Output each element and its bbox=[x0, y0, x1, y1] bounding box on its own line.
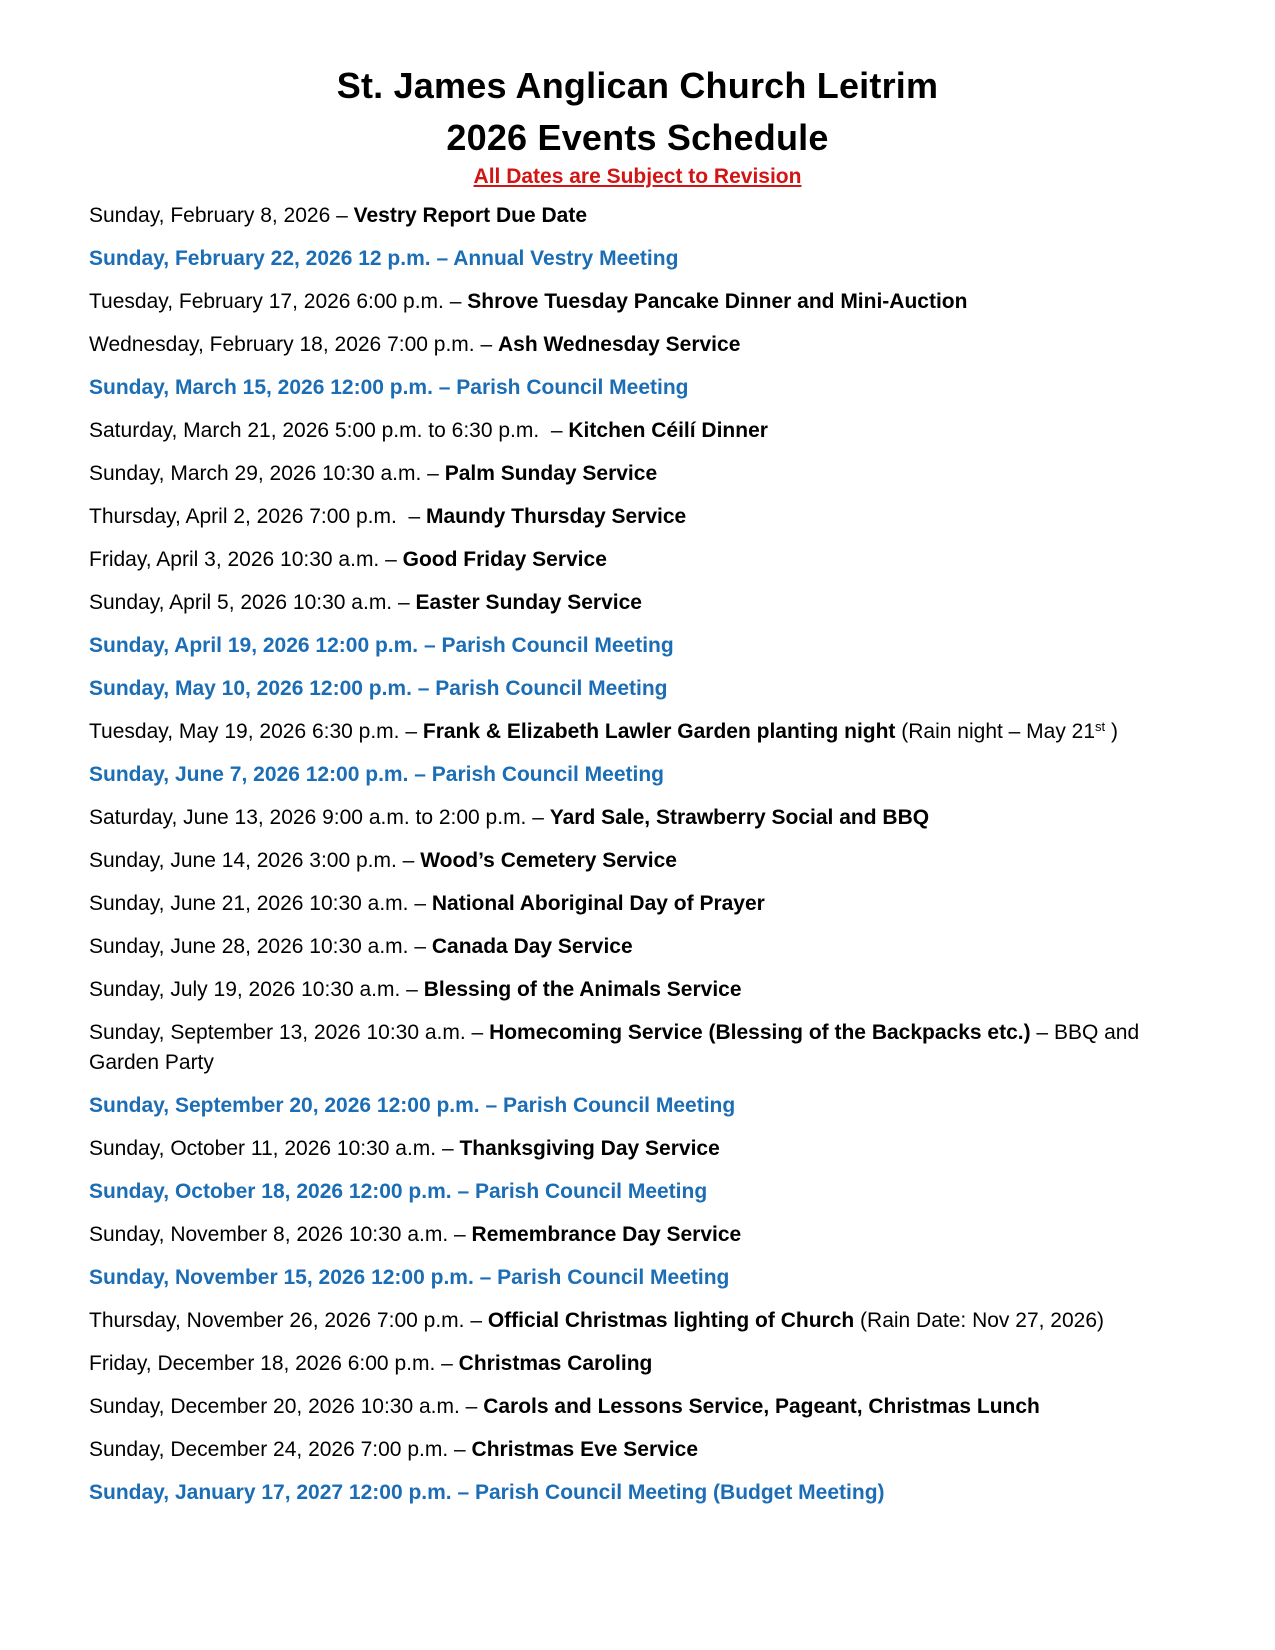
event-title: Ash Wednesday Service bbox=[497, 333, 741, 356]
event-separator: – bbox=[526, 806, 550, 829]
event-note: (Rain night – May 21 bbox=[895, 720, 1096, 743]
event-date: Sunday, July 19, 2026 10:30 a.m. bbox=[89, 978, 401, 1001]
event-item bbox=[89, 502, 1199, 532]
event-item bbox=[89, 717, 1199, 747]
event-title: Homecoming Service (Blessing of the Backpacks etc.) bbox=[489, 1021, 1031, 1044]
event-title: Parish Council Meeting bbox=[474, 1180, 708, 1203]
event-separator: – bbox=[474, 333, 498, 356]
event-separator: – bbox=[451, 1481, 475, 1504]
event-separator: – bbox=[443, 290, 468, 313]
event-separator: – bbox=[451, 1180, 475, 1203]
event-date: Thursday, April 2, 2026 7:00 p.m. bbox=[89, 505, 397, 528]
event-separator: – bbox=[539, 419, 569, 442]
event-date: Sunday, September 13, 2026 10:30 a.m. bbox=[89, 1021, 466, 1044]
event-separator: – bbox=[448, 1223, 472, 1246]
event-item bbox=[89, 201, 1199, 231]
event-date: Sunday, October 11, 2026 10:30 a.m. bbox=[89, 1137, 437, 1160]
event-separator: – bbox=[399, 720, 423, 743]
event-title: Official Christmas lighting of Church bbox=[487, 1309, 855, 1332]
event-title: Annual Vestry Meeting bbox=[453, 247, 679, 270]
event-item bbox=[89, 1134, 1199, 1164]
event-date: Sunday, June 28, 2026 10:30 a.m. bbox=[89, 935, 409, 958]
event-item-meeting bbox=[89, 373, 1199, 403]
church-name-title: St. James Anglican Church Leitrim bbox=[336, 65, 939, 106]
event-title: Shrove Tuesday Pancake Dinner and Mini-Auction bbox=[467, 290, 968, 313]
event-item bbox=[89, 588, 1199, 618]
event-date: Sunday, October 18, 2026 12:00 p.m. bbox=[89, 1180, 452, 1203]
event-item-meeting bbox=[89, 1091, 1199, 1121]
event-date: Sunday, June 7, 2026 12:00 p.m. bbox=[89, 763, 409, 786]
event-date: Sunday, September 20, 2026 12:00 p.m. bbox=[89, 1094, 480, 1117]
event-separator: – bbox=[330, 204, 354, 227]
event-title: Kitchen Céilí Dinner bbox=[568, 419, 768, 442]
event-separator: – bbox=[448, 1438, 472, 1461]
events-list bbox=[89, 201, 1199, 1521]
event-date: Sunday, May 10, 2026 12:00 p.m. bbox=[89, 677, 412, 700]
event-note: – BBQ and Garden Party bbox=[89, 1021, 1140, 1074]
event-date: Sunday, April 19, 2026 12:00 p.m. bbox=[89, 634, 419, 657]
event-date: Sunday, December 24, 2026 7:00 p.m. bbox=[89, 1438, 449, 1461]
revision-notice: All Dates are Subject to Revision bbox=[473, 165, 802, 188]
event-title: Wood’s Cemetery Service bbox=[420, 849, 677, 872]
event-title: Parish Council Meeting bbox=[431, 763, 664, 786]
event-separator: – bbox=[400, 978, 424, 1001]
event-item bbox=[89, 545, 1199, 575]
event-date: Sunday, February 8, 2026 bbox=[89, 204, 331, 227]
event-separator: – bbox=[379, 548, 403, 571]
event-date: Thursday, November 26, 2026 7:00 p.m. bbox=[89, 1309, 465, 1332]
event-item bbox=[89, 1306, 1199, 1336]
event-separator: – bbox=[432, 376, 457, 399]
event-item bbox=[89, 803, 1199, 833]
title-block bbox=[0, 60, 1275, 192]
event-separator: – bbox=[396, 505, 426, 528]
event-separator: – bbox=[408, 763, 432, 786]
event-note-end: ) bbox=[1105, 720, 1118, 743]
event-date: Sunday, November 8, 2026 10:30 a.m. bbox=[89, 1223, 449, 1246]
event-item bbox=[89, 1392, 1199, 1422]
event-separator: – bbox=[396, 849, 421, 872]
event-item bbox=[89, 287, 1199, 317]
event-date: Sunday, April 5, 2026 10:30 a.m. bbox=[89, 591, 393, 614]
event-title: Christmas Eve Service bbox=[471, 1438, 698, 1461]
event-note: (Rain Date: Nov 27, 2026) bbox=[854, 1309, 1104, 1332]
event-item bbox=[89, 889, 1199, 919]
event-separator: – bbox=[408, 935, 432, 958]
event-item bbox=[89, 1435, 1199, 1465]
event-separator: – bbox=[459, 1395, 484, 1418]
event-separator: – bbox=[421, 462, 445, 485]
event-date: Tuesday, May 19, 2026 6:30 p.m. bbox=[89, 720, 400, 743]
event-title: Parish Council Meeting bbox=[502, 1094, 736, 1117]
event-item-meeting bbox=[89, 1263, 1199, 1293]
event-item bbox=[89, 975, 1199, 1005]
event-title: Good Friday Service bbox=[402, 548, 607, 571]
event-item-meeting bbox=[89, 631, 1199, 661]
event-item-meeting bbox=[89, 760, 1199, 790]
event-date: Sunday, March 29, 2026 10:30 a.m. bbox=[89, 462, 422, 485]
event-title: Parish Council Meeting bbox=[435, 677, 668, 700]
event-separator: – bbox=[408, 892, 432, 915]
event-date: Sunday, June 21, 2026 10:30 a.m. bbox=[89, 892, 409, 915]
event-date: Sunday, January 17, 2027 12:00 p.m. bbox=[89, 1481, 452, 1504]
event-separator: – bbox=[411, 677, 436, 700]
event-separator: – bbox=[392, 591, 416, 614]
schedule-title: 2026 Events Schedule bbox=[446, 117, 829, 158]
event-item bbox=[89, 416, 1199, 446]
event-title: Easter Sunday Service bbox=[415, 591, 642, 614]
event-title: Remembrance Day Service bbox=[471, 1223, 742, 1246]
event-item bbox=[89, 1349, 1199, 1379]
event-title: Frank & Elizabeth Lawler Garden planting night bbox=[422, 720, 896, 743]
event-item bbox=[89, 1018, 1199, 1078]
event-title: Thanksgiving Day Service bbox=[459, 1137, 720, 1160]
event-item-meeting bbox=[89, 674, 1199, 704]
event-title: Parish Council Meeting bbox=[441, 634, 674, 657]
event-item bbox=[89, 459, 1199, 489]
event-date: Friday, April 3, 2026 10:30 a.m. bbox=[89, 548, 380, 571]
event-item bbox=[89, 846, 1199, 876]
event-separator: – bbox=[418, 634, 442, 657]
event-date: Saturday, June 13, 2026 9:00 a.m. to 2:00 p.m. bbox=[89, 806, 527, 829]
event-title: Vestry Report Due Date bbox=[353, 204, 588, 227]
event-date: Sunday, March 15, 2026 12:00 p.m. bbox=[89, 376, 433, 399]
event-title: Yard Sale, Strawberry Social and BBQ bbox=[549, 806, 930, 829]
event-title: Parish Council Meeting (Budget Meeting) bbox=[475, 1481, 885, 1504]
event-item-meeting bbox=[89, 244, 1199, 274]
event-separator: – bbox=[430, 247, 454, 270]
event-item-meeting bbox=[89, 1177, 1199, 1207]
event-date: Friday, December 18, 2026 6:00 p.m. bbox=[89, 1352, 436, 1375]
event-title: Canada Day Service bbox=[431, 935, 633, 958]
event-item bbox=[89, 330, 1199, 360]
event-item bbox=[89, 932, 1199, 962]
event-separator: – bbox=[479, 1094, 503, 1117]
event-item bbox=[89, 1220, 1199, 1250]
event-date: Sunday, November 15, 2026 12:00 p.m. bbox=[89, 1266, 474, 1289]
event-title: Parish Council Meeting bbox=[456, 376, 689, 399]
event-separator: – bbox=[436, 1137, 460, 1160]
event-date: Tuesday, February 17, 2026 6:00 p.m. bbox=[89, 290, 444, 313]
event-date: Saturday, March 21, 2026 5:00 p.m. to 6:30 p.m. bbox=[89, 419, 540, 442]
event-title: Parish Council Meeting bbox=[497, 1266, 730, 1289]
event-date: Sunday, December 20, 2026 10:30 a.m. bbox=[89, 1395, 460, 1418]
event-title: Christmas Caroling bbox=[458, 1352, 653, 1375]
event-date: Wednesday, February 18, 2026 7:00 p.m. bbox=[89, 333, 475, 356]
event-title: Carols and Lessons Service, Pageant, Christmas Lunch bbox=[483, 1395, 1040, 1418]
event-separator: – bbox=[464, 1309, 488, 1332]
event-separator: – bbox=[473, 1266, 498, 1289]
event-date: Sunday, June 14, 2026 3:00 p.m. bbox=[89, 849, 397, 872]
event-separator: – bbox=[435, 1352, 459, 1375]
event-note-superscript: st bbox=[1095, 719, 1106, 734]
event-title: Palm Sunday Service bbox=[444, 462, 658, 485]
event-separator: – bbox=[465, 1021, 490, 1044]
event-date: Sunday, February 22, 2026 12 p.m. bbox=[89, 247, 431, 270]
event-title: Blessing of the Animals Service bbox=[423, 978, 742, 1001]
event-item-meeting bbox=[89, 1478, 1199, 1508]
event-title: Maundy Thursday Service bbox=[425, 505, 687, 528]
event-title: National Aboriginal Day of Prayer bbox=[431, 892, 765, 915]
